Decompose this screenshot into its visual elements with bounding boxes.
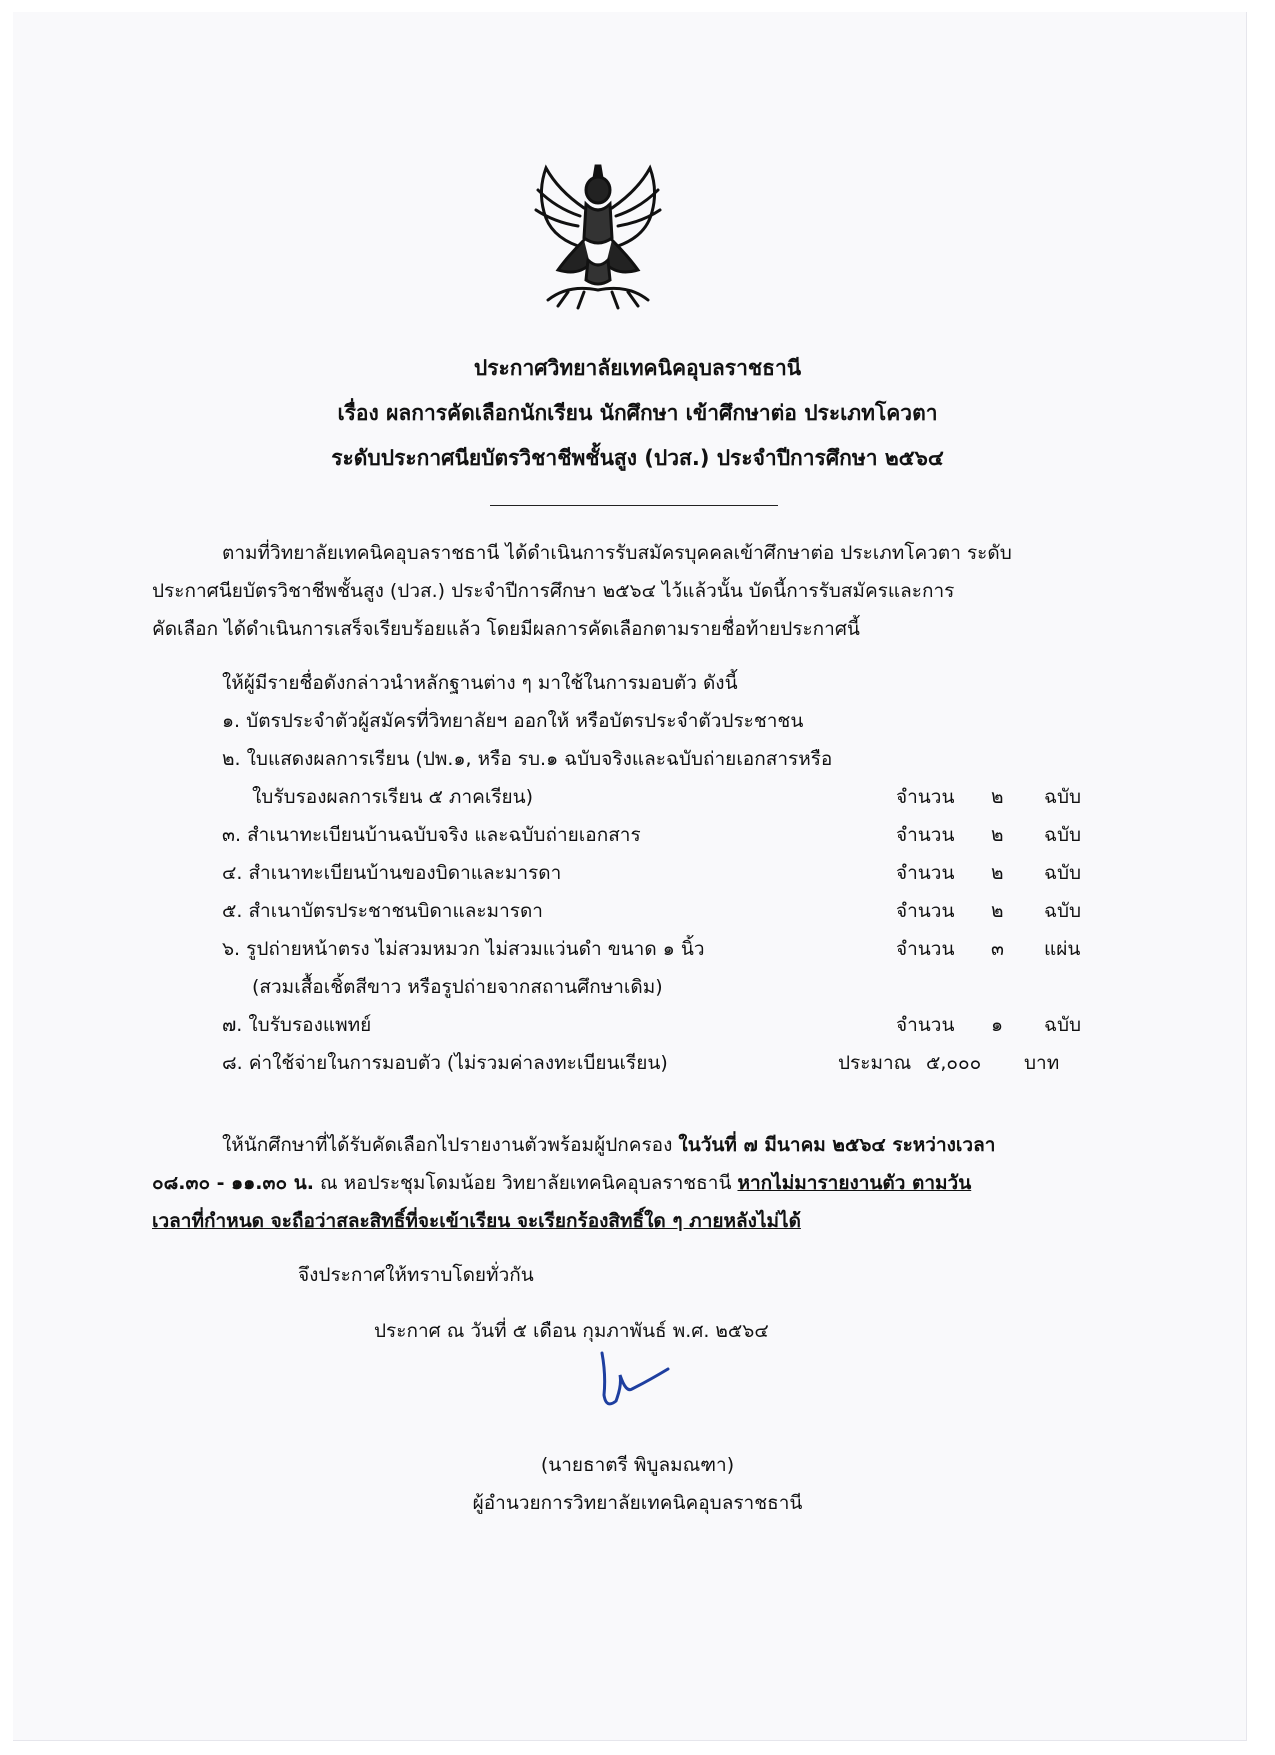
report-line-2 [152,1168,971,1198]
document-item: ใบรับรองผลการเรียน ๕ ภาคเรียน) [252,786,534,808]
document-item: ๒. ใบแสดงผลการเรียน (ปพ.๑, หรือ รบ.๑ ฉบับจริงและฉบับถ่ายเอกสารหรือ [222,748,833,770]
title-line-2: เรื่อง ผลการคัดเลือกนักเรียน นักศึกษา เข้าศึกษาต่อ ประเภทโควตา [337,401,938,425]
documents-lead: ให้ผู้มีรายชื่อดังกล่าวนำหลักฐานต่าง ๆ มาใช้ในการมอบตัว ดังนี้ [222,672,738,694]
document-item: ๔. สำเนาทะเบียนบ้านของบิดาและมารดา [222,862,562,884]
quantity-label: จำนวน [896,786,955,808]
announce-line: จึงประกาศให้ทราบโดยทั่วกัน [298,1264,534,1286]
document-item: ๕. สำเนาบัตรประชาชนบิดาและมารดา [222,900,543,922]
signature [592,1345,672,1415]
quantity-unit: ฉบับ [1044,824,1082,846]
quantity-count: ๒ [991,824,1004,846]
intro-line-1: ตามที่วิทยาลัยเทคนิคอุบลราชธานี ได้ดำเนินการรับสมัครบุคคลเข้าศึกษาต่อ ประเภทโควตา ระดับ [222,542,1012,564]
quantity-unit: ฉบับ [1044,900,1082,922]
quantity-unit: ฉบับ [1044,862,1082,884]
quantity-count: ๒ [991,786,1004,808]
quantity-count: ๒ [991,862,1004,884]
report-venue: ณ หอประชุมโดมน้อย วิทยาลัยเทคนิคอุบลราชธานี [313,1172,738,1194]
quantity-count: ๓ [991,938,1004,960]
quantity-label: จำนวน [896,862,955,884]
document-item: ๗. ใบรับรองแพทย์ [222,1014,372,1036]
document-item: ๖. รูปถ่ายหน้าตรง ไม่สวมหมวก ไม่สวมแว่นดำ ขนาด ๑ นิ้ว [222,938,705,960]
garuda-emblem [528,160,668,310]
title-divider [490,505,778,506]
quantity-label: จำนวน [896,1014,955,1036]
intro-line-3: คัดเลือก ได้ดำเนินการเสร็จเรียบร้อยแล้ว โดยมีผลการคัดเลือกตามรายชื่อท้ายประกาศนี้ [152,618,860,640]
quantity-unit: ฉบับ [1044,786,1082,808]
quantity-label: จำนวน [896,824,955,846]
quantity-count: ๑ [991,1014,1004,1036]
quantity-unit: ฉบับ [1044,1014,1082,1036]
report-line-3: เวลาที่กำหนด จะถือว่าสละสิทธิ์ที่จะเข้าเรียน จะเรียกร้องสิทธิ์ใด ๆ ภายหลังไม่ได้ [152,1210,801,1232]
intro-line-2: ประกาศนียบัตรวิชาชีพชั้นสูง (ปวส.) ประจำปีการศึกษา ๒๕๖๔ ไว้แล้วนั้น บัดนี้การรับสมัครและการ [152,580,955,602]
quantity-unit: แผ่น [1044,938,1081,960]
title-line-1: ประกาศวิทยาลัยเทคนิคอุบลราชธานี [473,356,802,380]
document-item: ๘. ค่าใช้จ่ายในการมอบตัว (ไม่รวมค่าลงทะเบียนเรียน) [222,1052,668,1074]
quantity-label: ประมาณ [838,1052,912,1074]
quantity-count: ๒ [991,900,1004,922]
quantity-label: จำนวน [896,900,955,922]
announce-date: ประกาศ ณ วันที่ ๕ เดือน กุมภาพันธ์ พ.ศ. ๒๕๖๔ [374,1320,769,1342]
signatory-name: (นายธาตรี พิบูลมณฑา) [540,1454,735,1476]
quantity-count: ๕,๐๐๐ [926,1052,982,1074]
report-date: ในวันที่ ๗ มีนาคม ๒๕๖๔ ระหว่างเวลา [678,1134,996,1156]
document-item: ๑. บัตรประจำตัวผู้สมัครที่วิทยาลัยฯ ออกให้ หรือบัตรประจำตัวประชาชน [222,710,804,732]
report-time: ๐๘.๓๐ - ๑๑.๓๐ น. [152,1172,314,1194]
report-text: ให้นักศึกษาที่ได้รับคัดเลือกไปรายงานตัวพร้อมผู้ปกครอง [222,1134,679,1156]
document-item: ๓. สำเนาทะเบียนบ้านฉบับจริง และฉบับถ่ายเอกสาร [222,824,641,846]
report-line-1 [222,1130,995,1160]
quantity-label: จำนวน [896,938,955,960]
title-line-3: ระดับประกาศนียบัตรวิชาชีพชั้นสูง (ปวส.) ประจำปีการศึกษา ๒๕๖๔ [331,446,944,470]
report-warning: หากไม่มารายงานตัว ตามวัน [737,1172,972,1194]
signatory-position: ผู้อำนวยการวิทยาลัยเทคนิคอุบลราชธานี [472,1492,803,1514]
document-item: (สวมเสื้อเชิ้ตสีขาว หรือรูปถ่ายจากสถานศึกษาเดิม) [252,976,663,998]
quantity-unit: บาท [1024,1052,1060,1074]
